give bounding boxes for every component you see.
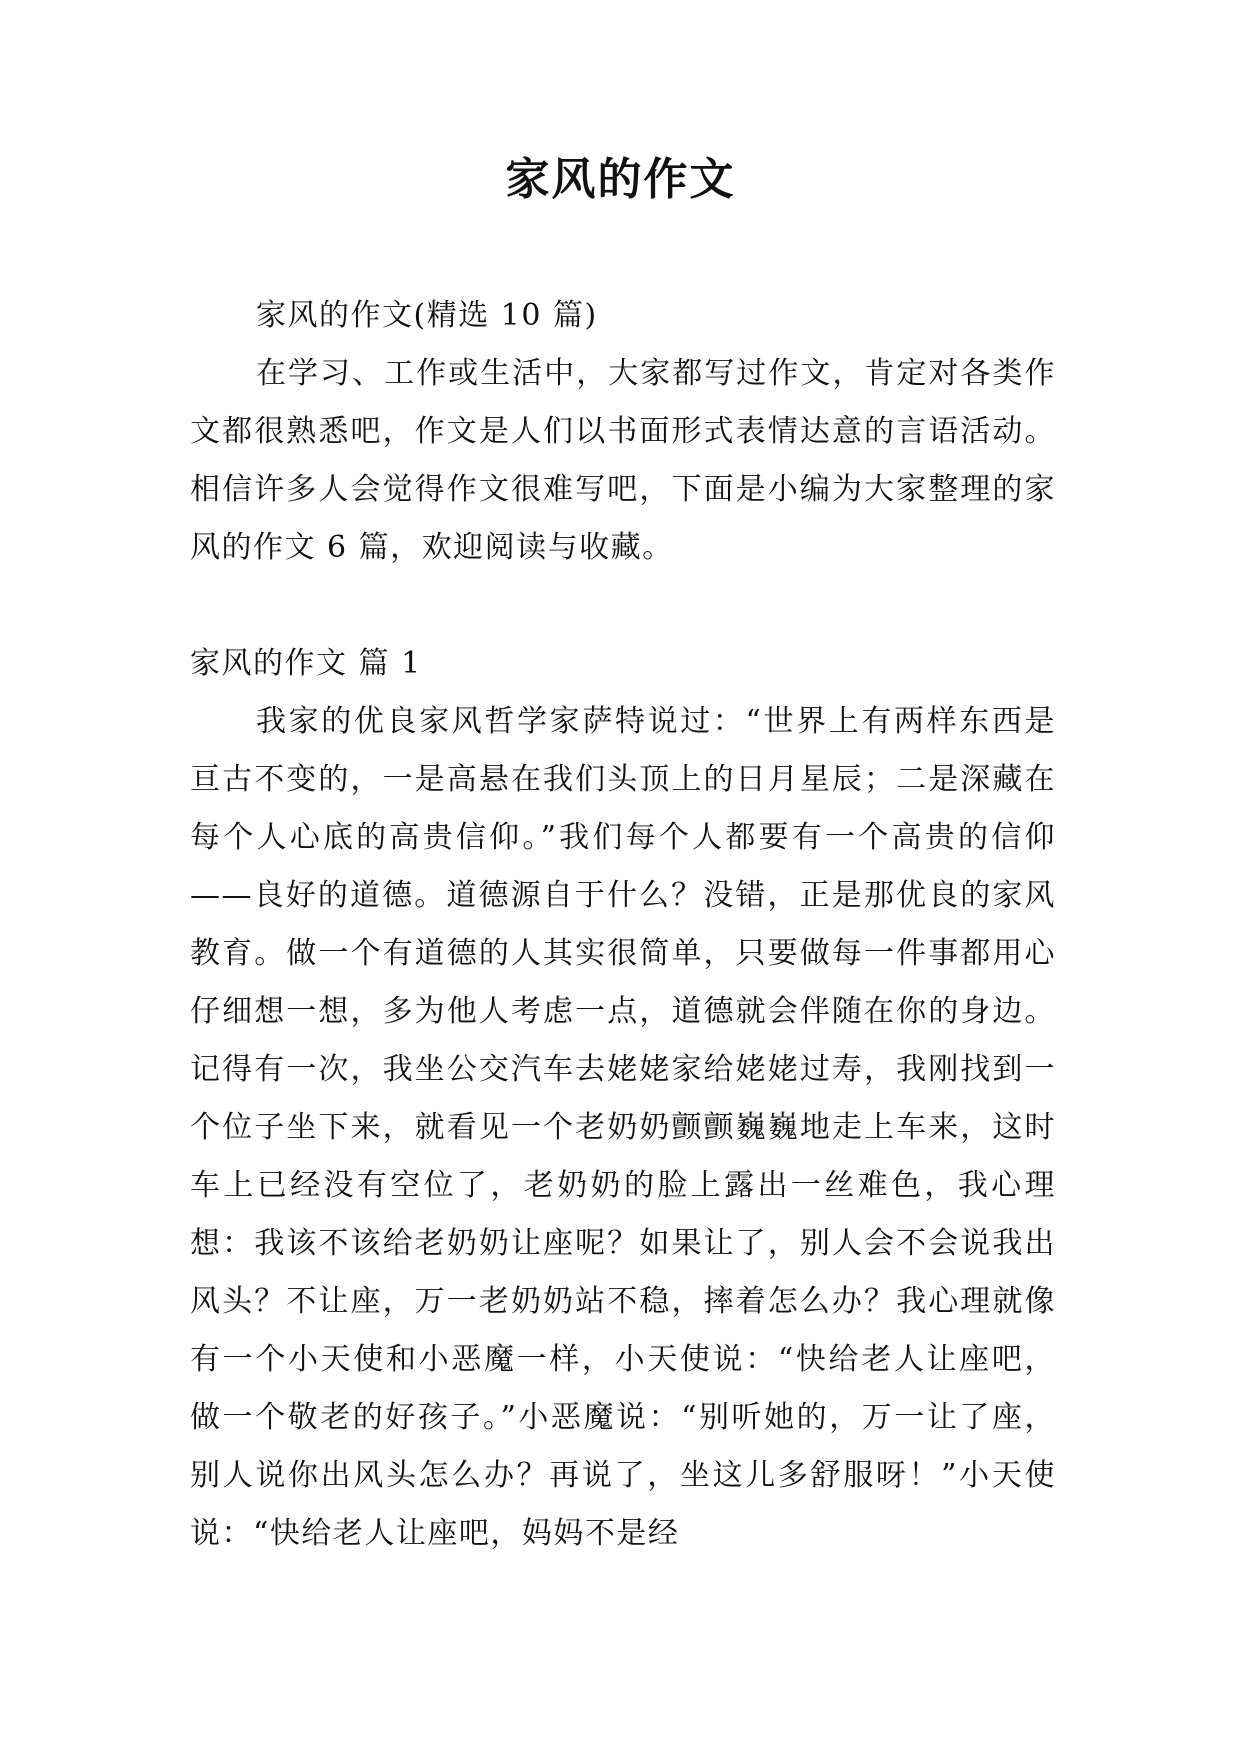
document-body [190,287,1056,1563]
document-title: 家风的作文 [505,154,736,205]
section-heading: 家风的作文 篇 1 [190,646,422,681]
section-body: 我家的优良家风哲学家萨特说过：“世界上有两样东西是亘古不变的，一是高悬在我们头顶上的日月星辰；二是深藏在每个人心底的高贵信仰。”我们每个人都要有一个高贵的信仰——良好的道德。道德源自于什么？没错，正是那优良的家风教育。做一个有道德的人其实很简单，只要做每一件事都用心仔细想一想，多为他人考虑一点，道德就会伴随在你的身边。记得有一次，我坐公交汽车去姥姥家给姥姥过寿，我刚找到一个位子坐下来，就看见一个老奶奶颤颤巍巍地走上车来，这时车上已经没有空位了，老奶奶的脸上露出一丝难色，我心理想：我该不该给老奶奶让座呢？如果让了，别人会不会说我出风头？不让座，万一老奶奶站不稳，摔着怎么办？我心理就像有一个小天使和小恶魔一样，小天使说：“快给老人让座吧，做一个敬老的好孩子。”小恶魔说：“别听她的，万一让了座，别人说你出风头怎么办？再说了，坐这儿多舒服呀！”小天使说：“快给老人让座吧，妈妈不是经 [190,704,1056,1551]
intro-paragraph: 在学习、工作或生活中，大家都写过作文，肯定对各类作文都很熟悉吧，作文是人们以书面形式表情达意的言语活动。相信许多人会觉得作文很难写吧，下面是小编为大家整理的家风的作文 6 篇，欢迎阅读与收藏。 [190,356,1056,565]
subtitle: 家风的作文(精选 10 篇) [256,298,598,333]
